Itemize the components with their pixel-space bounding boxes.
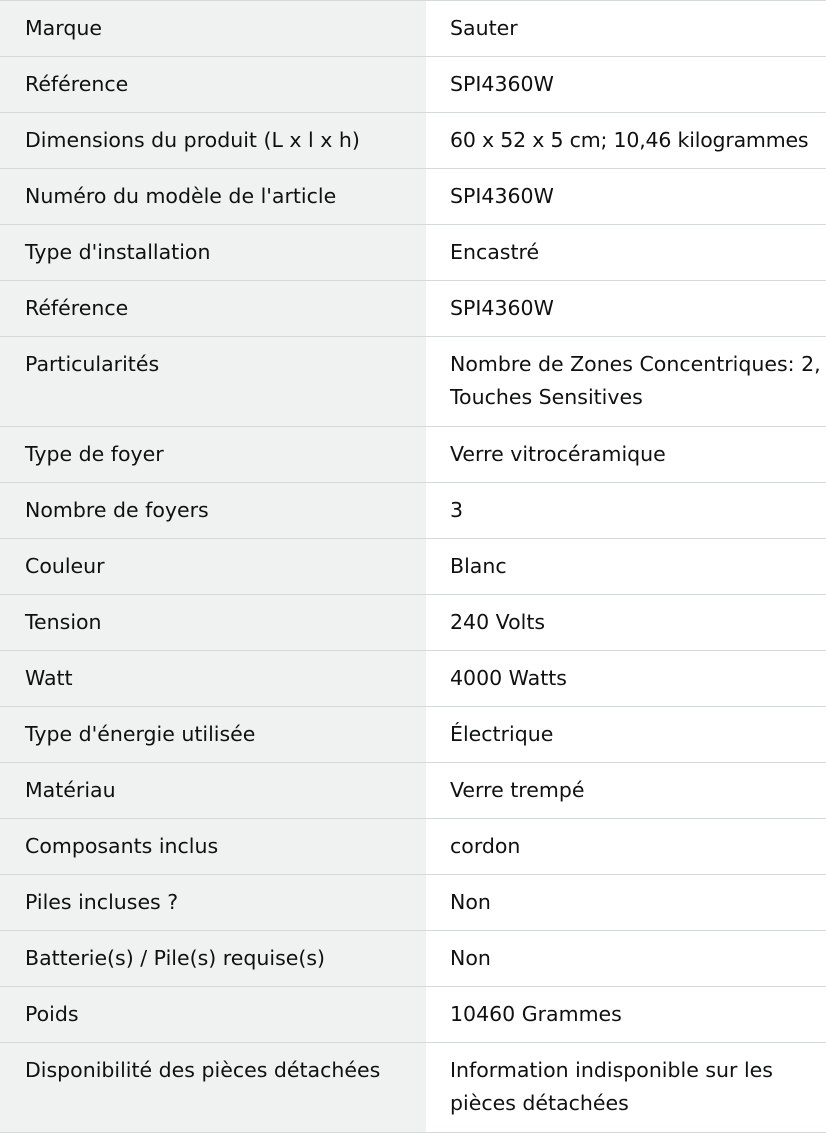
spec-row-features [0, 337, 826, 427]
spec-value: Non [426, 931, 826, 987]
spec-row-wattage [0, 651, 826, 707]
spec-value: 10460 Grammes [426, 987, 826, 1043]
spec-label: Nombre de foyers [0, 483, 426, 539]
spec-label: Piles incluses ? [0, 875, 426, 931]
spec-label: Batterie(s) / Pile(s) requise(s) [0, 931, 426, 987]
spec-row-reference-2 [0, 281, 826, 337]
spec-row-material [0, 763, 826, 819]
spec-row-included-components [0, 819, 826, 875]
spec-value: SPI4360W [426, 169, 826, 225]
spec-value: 60 x 52 x 5 cm; 10,46 kilogrammes [426, 113, 826, 169]
spec-label: Poids [0, 987, 426, 1043]
spec-row-brand [0, 1, 826, 57]
spec-value: 240 Volts [426, 595, 826, 651]
spec-value: SPI4360W [426, 281, 826, 337]
spec-value: Électrique [426, 707, 826, 763]
spec-value: Non [426, 875, 826, 931]
spec-row-hob-type [0, 427, 826, 483]
spec-label: Type d'installation [0, 225, 426, 281]
spec-row-batteries-required [0, 931, 826, 987]
spec-label: Type de foyer [0, 427, 426, 483]
spec-value: cordon [426, 819, 826, 875]
spec-label: Tension [0, 595, 426, 651]
spec-table-body [0, 1, 826, 1133]
spec-label: Type d'énergie utilisée [0, 707, 426, 763]
spec-row-installation-type [0, 225, 826, 281]
spec-value: SPI4360W [426, 57, 826, 113]
spec-value: 3 [426, 483, 826, 539]
spec-label: Dimensions du produit (L x l x h) [0, 113, 426, 169]
spec-value: Sauter [426, 1, 826, 57]
spec-row-reference [0, 57, 826, 113]
spec-value: Encastré [426, 225, 826, 281]
spec-label: Composants inclus [0, 819, 426, 875]
spec-label: Disponibilité des pièces détachées [0, 1043, 426, 1133]
spec-row-spare-parts [0, 1043, 826, 1133]
spec-value: Verre vitrocéramique [426, 427, 826, 483]
spec-value: 4000 Watts [426, 651, 826, 707]
spec-row-model-number [0, 169, 826, 225]
spec-row-energy-type [0, 707, 826, 763]
spec-row-burner-count [0, 483, 826, 539]
spec-label: Matériau [0, 763, 426, 819]
spec-label: Couleur [0, 539, 426, 595]
spec-value: Blanc [426, 539, 826, 595]
spec-label: Numéro du modèle de l'article [0, 169, 426, 225]
spec-row-voltage [0, 595, 826, 651]
spec-value: Verre trempé [426, 763, 826, 819]
spec-row-dimensions [0, 113, 826, 169]
spec-row-weight [0, 987, 826, 1043]
spec-value: Information indisponible sur les pièces détachées [426, 1043, 826, 1133]
spec-label: Référence [0, 281, 426, 337]
spec-label: Référence [0, 57, 426, 113]
spec-row-batteries-included [0, 875, 826, 931]
spec-value: Nombre de Zones Concentriques: 2, Touches Sensitives [426, 337, 826, 427]
spec-label: Marque [0, 1, 426, 57]
spec-label: Watt [0, 651, 426, 707]
spec-row-color [0, 539, 826, 595]
spec-label: Particularités [0, 337, 426, 427]
